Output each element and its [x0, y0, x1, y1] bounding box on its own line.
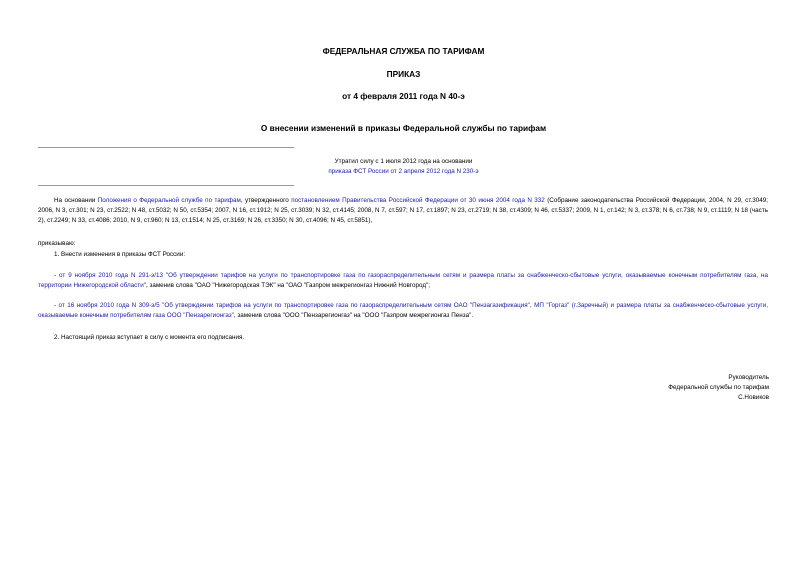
sub-item-1	[38, 271, 768, 291]
status-note-link[interactable]: приказа ФСТ России от 2 апреля 2012 года N 230-э	[328, 168, 479, 175]
status-note-text: Утратил силу с 1 июля 2012 года на основании	[334, 158, 473, 165]
sub-item-1-dash: -	[54, 272, 60, 279]
separator-top	[38, 147, 294, 148]
document-date-number: от 4 февраля 2011 года N 40-э	[342, 91, 465, 101]
preamble-text-1: На основании	[54, 197, 98, 204]
status-note	[0, 157, 807, 177]
item-1: 1. Внести изменения в приказы ФСТ России:	[54, 251, 186, 258]
link-government-decree[interactable]: постановлением Правительства Российской Федерации от 30 июня 2004 года N 332	[291, 197, 545, 204]
sub-item-2	[38, 301, 768, 321]
signature-block	[668, 373, 769, 403]
preamble-text-3: (Собрание законодательства Российской Федерации, 2004, N 29, ст.3049; 2006, N 3, ст.301; N 23, ст.2522; N 48, ст.5032; N 50, ст.5354; 2007, N 16, ст.1912; N 25, ст.3039; N 32, ст.4145; 2008, N 7, ст.597; N 17, ст.1897; N 23, ст.2719; N 38, ст.4309; N 46, ст.5337; 2009, N 1, ст.142; N 3, ст.378; N 6, ст.738; N 9, ст.1119; N 18 (часть 2), ст.2249; N 33, ст.4086; 2010, N 9, ст.960; N 13, ст.1514; N 25, ст.3169; N 26, ст.3350; N 30, ст.4096; N 45, ст.5851),	[38, 197, 769, 224]
item-2: 2. Настоящий приказ вступает в силу с момента его подписания.	[54, 334, 245, 341]
signature-position: Руководитель	[728, 374, 769, 381]
sub-item-1-text: , заменив слова "ОАО "Нижегородская ТЭК" на "ОАО "Газпром межрегионгаз Нижний Новгород";	[145, 282, 430, 289]
sub-item-2-dash: -	[54, 302, 59, 309]
separator-bottom	[38, 185, 294, 186]
preamble-text-2: , утвержденного	[240, 197, 292, 204]
link-regulation[interactable]: Положения о Федеральной службе по тарифам	[97, 197, 241, 204]
agency-heading: ФЕДЕРАЛЬНАЯ СЛУЖБА ПО ТАРИФАМ	[322, 46, 485, 56]
sub-item-2-text: , заменив слова "ООО "Пензарегионгаз" на "ООО "Газпром межрегионгаз Пенза".	[233, 312, 474, 319]
document-type: ПРИКАЗ	[386, 69, 421, 79]
document-title: О внесении изменений в приказы Федеральной службы по тарифам	[260, 123, 547, 133]
signature-name: С.Новиков	[738, 394, 769, 401]
signature-organization: Федеральной службы по тарифам	[668, 384, 769, 391]
order-word: приказываю:	[38, 240, 76, 247]
link-order-291[interactable]: от 9 ноября 2010 года N 291-э/13 "Об утверждении тарифов на услуги по транспортировке газа по газораспределительным сетям и размера платы за снабженческо-сбытовые услуги, оказываемые конечным потребителям газа, на территории Нижегородской области"	[38, 272, 768, 289]
preamble-paragraph	[38, 196, 768, 226]
link-order-309[interactable]: от 16 ноября 2010 года N 309-э/5 "Об утверждении тарифов на услуги по транспортировке газа по газораспределительным сетям ОАО "Пензагазификация", МП "Горгаз" (г.Заречный) и размера платы за снабженческо-сбытовые услуги, оказываемые конечным потребителям газа ООО "Пензарегионгаз"	[38, 302, 768, 319]
